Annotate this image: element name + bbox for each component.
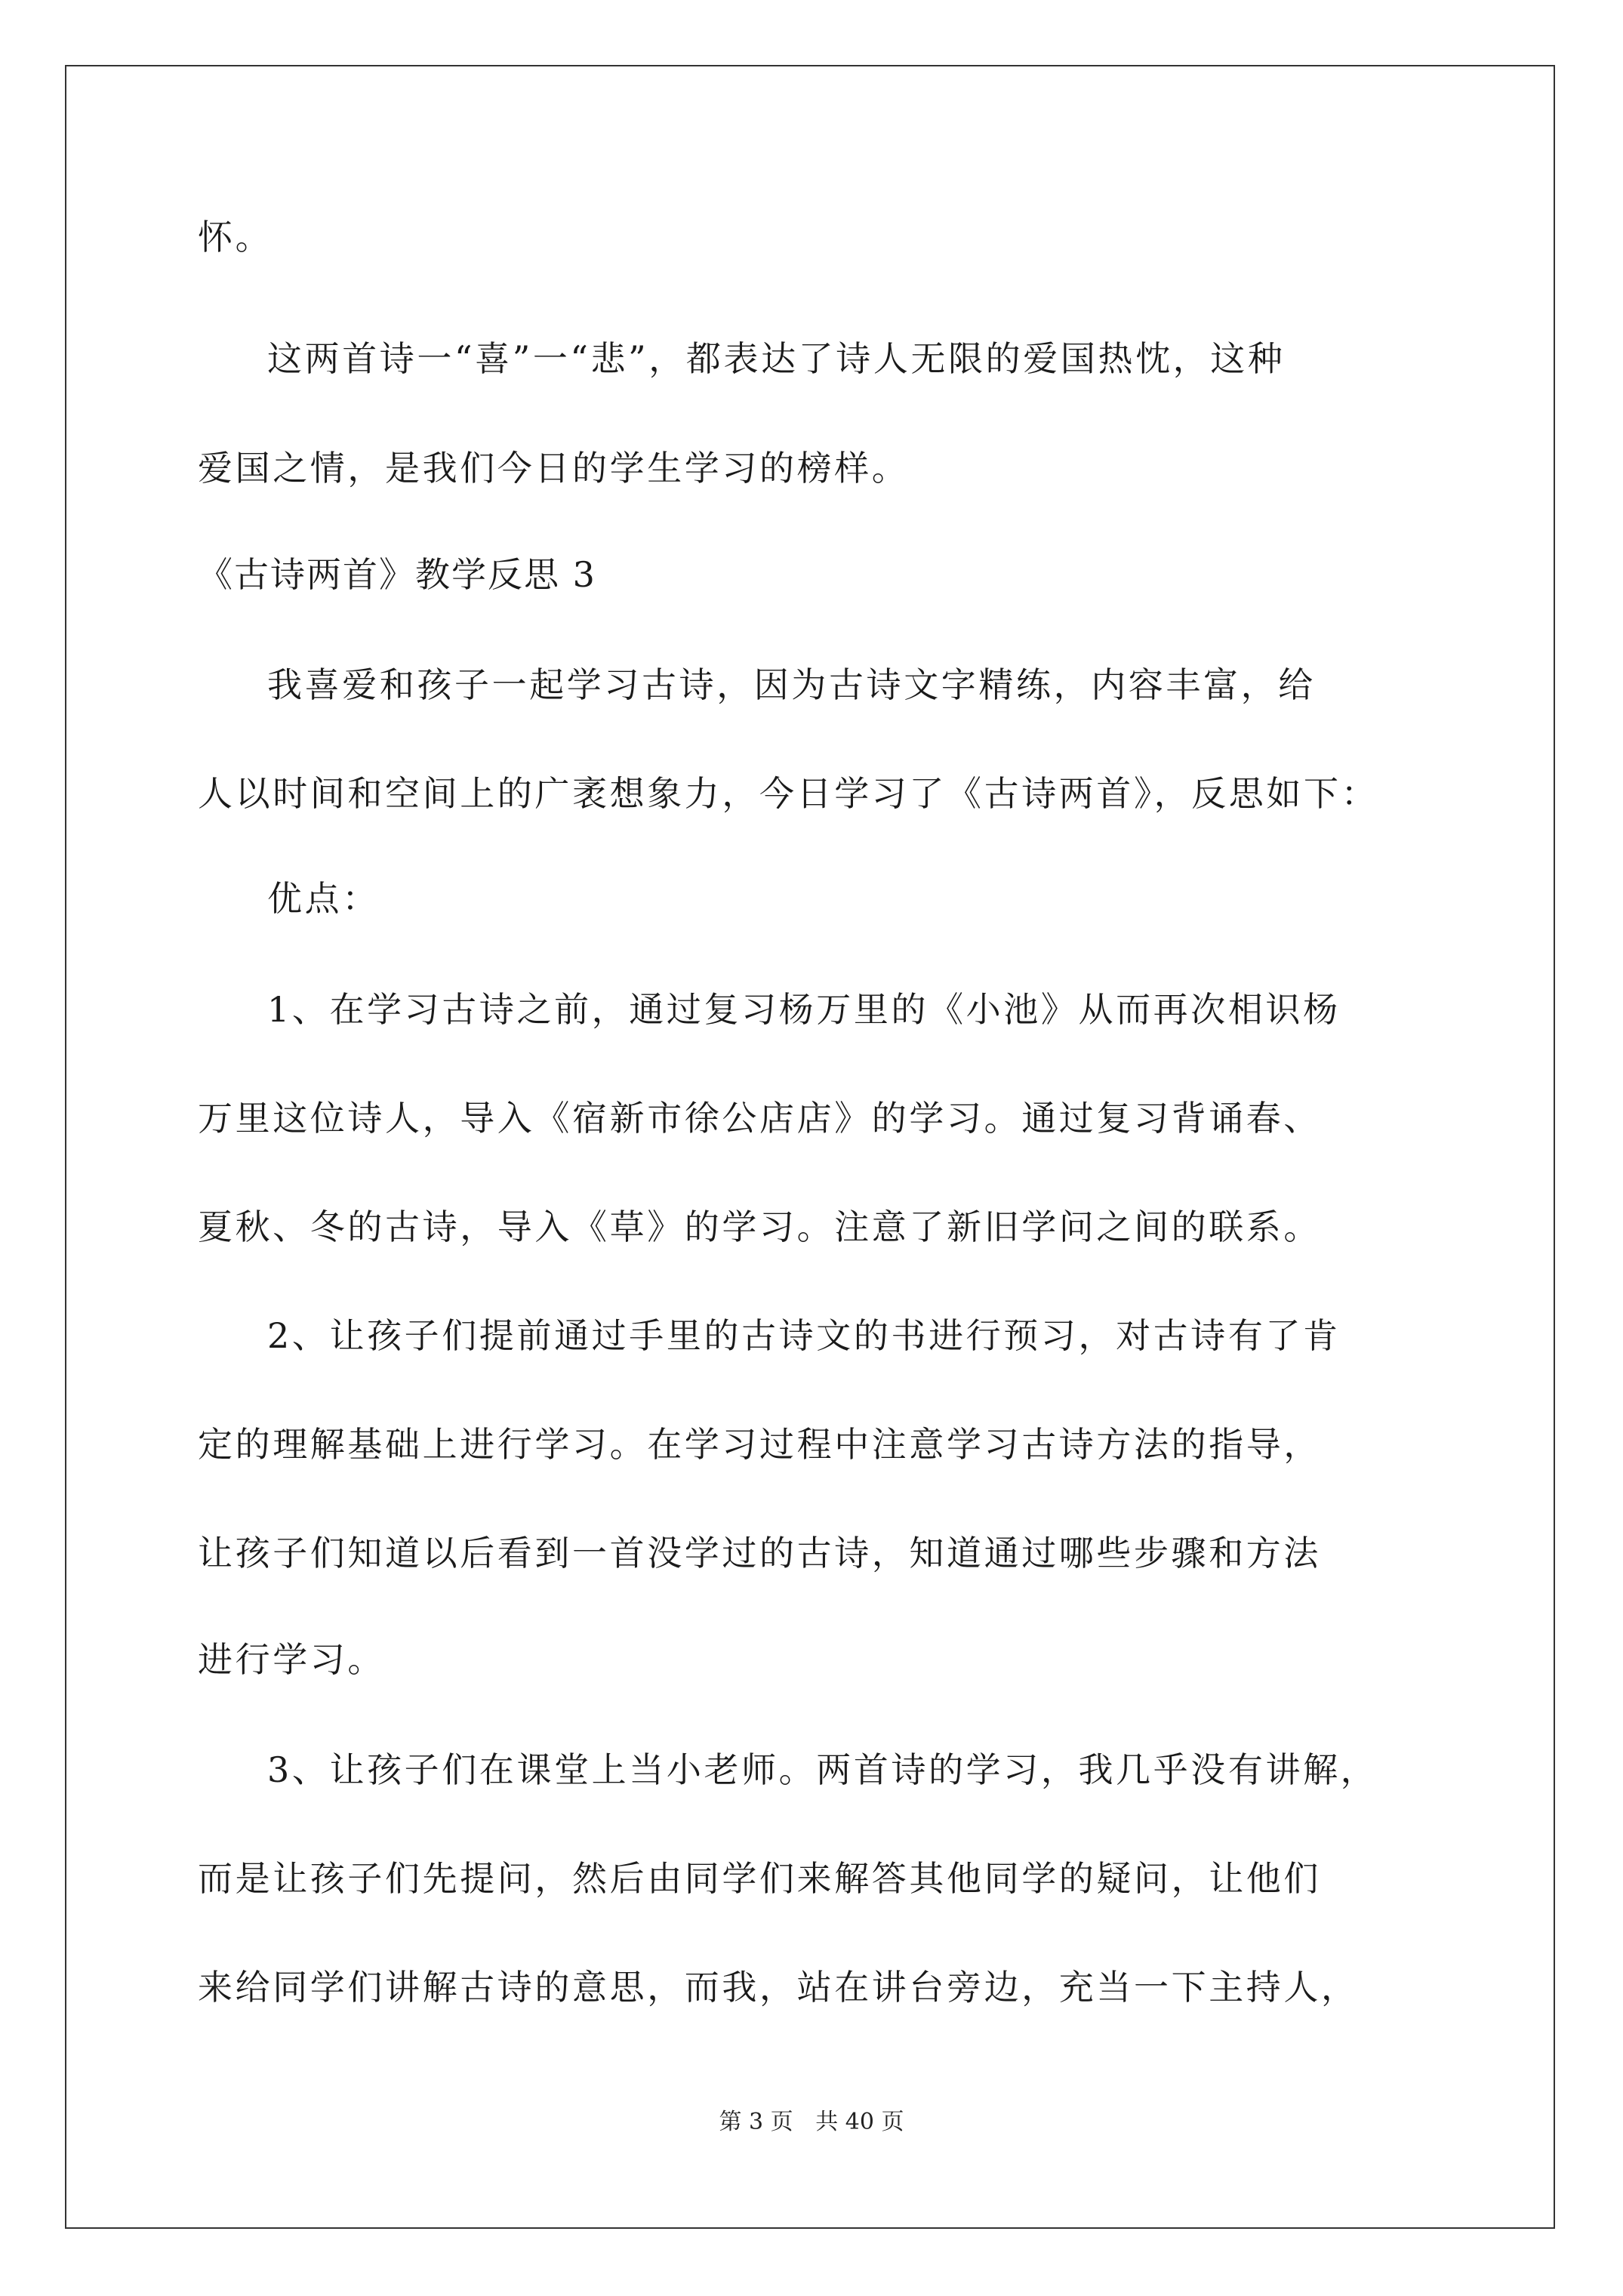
text-line: 3、让孩子们在课堂上当小老师。两首诗的学习，我几乎没有讲解， xyxy=(267,1749,1378,1790)
text-line: 让孩子们知道以后看到一首没学过的古诗，知道通过哪些步骤和方法 xyxy=(198,1533,1321,1573)
text-line: 优点： xyxy=(267,878,380,919)
page-footer xyxy=(0,2107,1623,2137)
page-border xyxy=(65,65,1555,2229)
text-line: 进行学习。 xyxy=(198,1639,385,1680)
text-line: 来给同学们讲解古诗的意思，而我，站在讲台旁边，充当一下主持人， xyxy=(198,1967,1359,2008)
page-total: 共 40 页 xyxy=(815,2109,904,2135)
page-number: 第 3 页 xyxy=(719,2109,793,2135)
text-line: 夏秋、冬的古诗，导入《草》的学习。注意了新旧学问之间的联系。 xyxy=(198,1207,1321,1247)
text-line: 而是让孩子们先提问，然后由同学们来解答其他同学的疑问，让他们 xyxy=(198,1858,1321,1899)
text-line: 爱国之情，是我们今日的学生学习的榜样。 xyxy=(198,448,910,488)
text-line: 1、在学习古诗之前，通过复习杨万里的《小池》从而再次相识杨 xyxy=(267,989,1341,1030)
section-heading: 《古诗两首》教学反思 3 xyxy=(198,554,596,595)
text-line: 人以时间和空间上的广袤想象力，今日学习了《古诗两首》，反思如下： xyxy=(198,773,1379,814)
text-line: 2、让孩子们提前通过手里的古诗文的书进行预习，对古诗有了肯 xyxy=(267,1315,1341,1356)
text-line: 这两首诗一“喜”一“悲”，都表达了诗人无限的爱国热忱，这种 xyxy=(267,338,1286,379)
text-line: 我喜爱和孩子一起学习古诗，因为古诗文字精练，内容丰富，给 xyxy=(267,664,1316,705)
text-line: 万里这位诗人，导入《宿新市徐公店店》的学习。通过复习背诵春、 xyxy=(198,1098,1321,1139)
text-line: 怀。 xyxy=(198,217,273,257)
text-line: 定的理解基础上进行学习。在学习过程中注意学习古诗方法的指导， xyxy=(198,1424,1321,1465)
